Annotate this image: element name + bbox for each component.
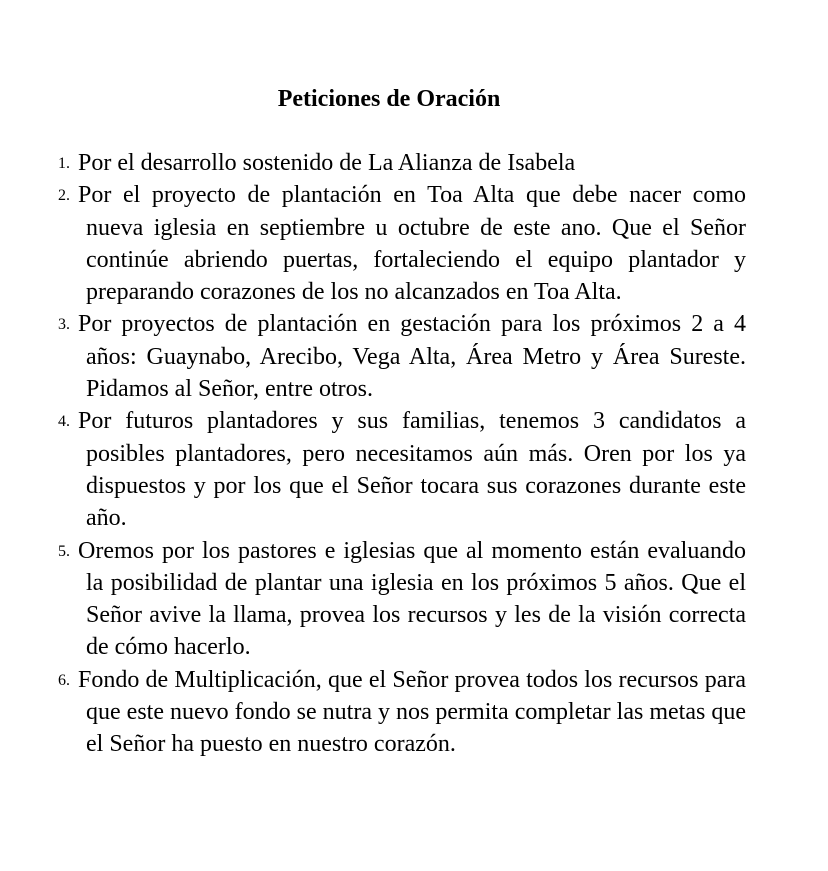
list-item	[58, 147, 746, 179]
list-item-text: Por proyectos de plantación en gestación para los próximos 2 a 4 años: Guaynabo, Arecibo, Vega Alta, Área Metro y Área Sureste. Pidamos al Señor, entre otros.	[78, 311, 746, 403]
list-item-number: 6.	[58, 671, 70, 689]
list-item-number: 3.	[58, 316, 70, 334]
list-item	[58, 308, 746, 405]
list-item-number: 2.	[58, 187, 70, 205]
list-item-text: Por futuros plantadores y sus familias, tenemos 3 candidatos a posibles plantadores, pero necesitamos aún más. Oren por los ya dispuestos y por los que el Señor tocara sus corazones durante este año.	[78, 408, 746, 532]
list-item	[58, 535, 746, 664]
prayer-request-list	[58, 147, 746, 761]
list-item-number: 4.	[58, 413, 70, 431]
list-item-number: 1.	[58, 155, 70, 172]
list-item-text: Por el desarrollo sostenido de La Alianza de Isabela	[78, 150, 576, 176]
list-item-text: Fondo de Multiplicación, que el Señor provea todos los recursos para que este nuevo fondo se nutra y nos permita completar las metas que el Señor ha puesto en nuestro corazón.	[78, 666, 746, 758]
list-item-number: 5.	[58, 542, 70, 560]
page-title: Peticiones de Oración	[277, 86, 501, 112]
list-item-text: Por el proyecto de plantación en Toa Alta que debe nacer como nueva iglesia en septiembre u octubre de este ano. Que el Señor continúe abriendo puertas, fortaleciendo el equipo plantador y preparando corazones de los no alcanzados en Toa Alta.	[78, 182, 746, 306]
list-item-text: Oremos por los pastores e iglesias que al momento están evaluando la posibilidad de plantar una iglesia en los próximos 5 años. Que el Señor avive la llama, provea los recursos y les de la visión correcta de cómo hacerlo.	[78, 537, 746, 661]
list-item	[58, 405, 746, 534]
list-item	[58, 179, 746, 308]
list-item	[58, 664, 746, 761]
